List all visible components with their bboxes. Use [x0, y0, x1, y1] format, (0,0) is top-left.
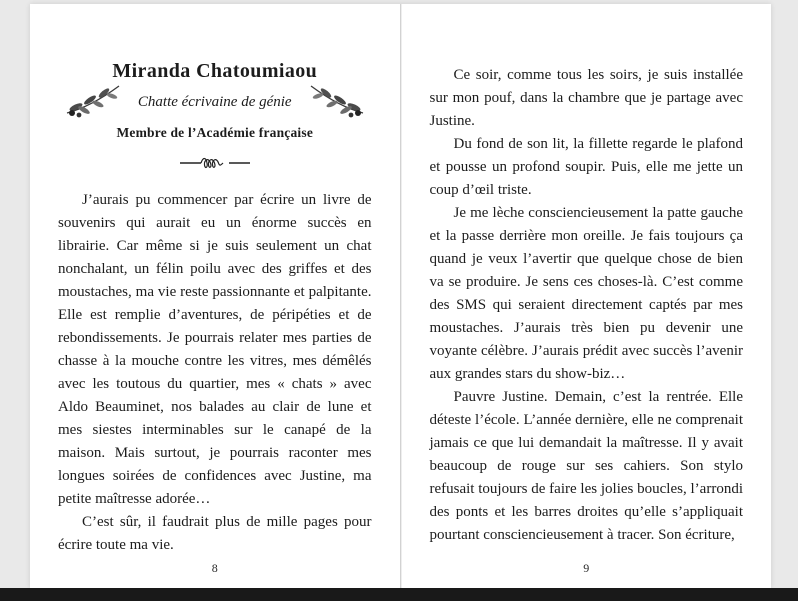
paragraph: Pauvre Justine. Demain, c’est la rentrée. Elle déteste l’école. L’année dernière, elle ne comprenait jamais ce que lui demandait la maîtresse. Il y avait beaucoup de rouge sur ses cahiers. Son stylo refusait toujours de faire les jolies boucles, l’arrondi des ponts et les barres droites qu’elle s’appliquait pourtant consciencieusement à tracer. Son écriture, — [429, 389, 743, 543]
left-page — [30, 4, 401, 588]
paragraph: Je me lèche consciencieusement la patte gauche et la passe derrière mon oreille. Je fais toujours ça quand je veux l’avertir que quelque chose de bien va se produire. Je sens ces choses-là. C’est comme des SMS qui seraient directement captés par mes moustaches. J’aurais très bien pu devenir une voyante célèbre. J’aurais prédit avec succès l’avenir aux grandes stars du show-biz… — [429, 205, 743, 382]
laurel-branch-left-icon — [64, 82, 122, 118]
laurel-branch-right-icon — [308, 82, 366, 118]
left-page-body — [58, 189, 372, 557]
paragraph: C’est sûr, il faudrait plus de mille pages pour écrire toute ma vie. — [58, 514, 372, 553]
character-subtitle: Chatte écrivaine de génie — [137, 94, 292, 110]
viewer-bottom-bar — [0, 588, 798, 601]
paragraph: Du fond de son lit, la fillette regarde le plafond et pousse un profond soupir. Puis, elle me jette un coup d’œil triste. — [429, 136, 743, 198]
squiggle-ornament-icon — [58, 156, 372, 172]
left-page-number: 8 — [211, 561, 218, 575]
right-page-body — [430, 4, 744, 547]
right-page-number: 9 — [583, 561, 590, 575]
character-membership: Membre de l’Académie française — [116, 125, 314, 140]
character-name-title: Miranda Chatoumiaou — [112, 60, 318, 82]
right-page — [401, 4, 772, 588]
chapter-header — [58, 4, 372, 172]
book-spread — [30, 4, 771, 588]
paragraph: Ce soir, comme tous les soirs, je suis installée sur mon pouf, dans la chambre que je partage avec Justine. — [429, 67, 743, 129]
paragraph: J’aurais pu commencer par écrire un livre de souvenirs qui aurait eu un énorme succès en librairie. Car même si je suis seulement un chat nonchalant, un félin poilu avec des griffes et des moustaches, ma vie reste passionnante et palpitante. Elle est remplie d’aventures, de péripéties et de rebondissements. Je pourrais relater mes parties de chasse à la mouche contre les vitres, mes démêlés avec les toutous du quartier, mes « chats » avec Aldo Beauminet, nos balades au clair de lune et mes siestes interminables sur le canapé de la maison. Mais surtout, je pourrais raconter mes longues soirées de confidences avec Justine, ma petite maîtresse adorée… — [58, 192, 372, 507]
